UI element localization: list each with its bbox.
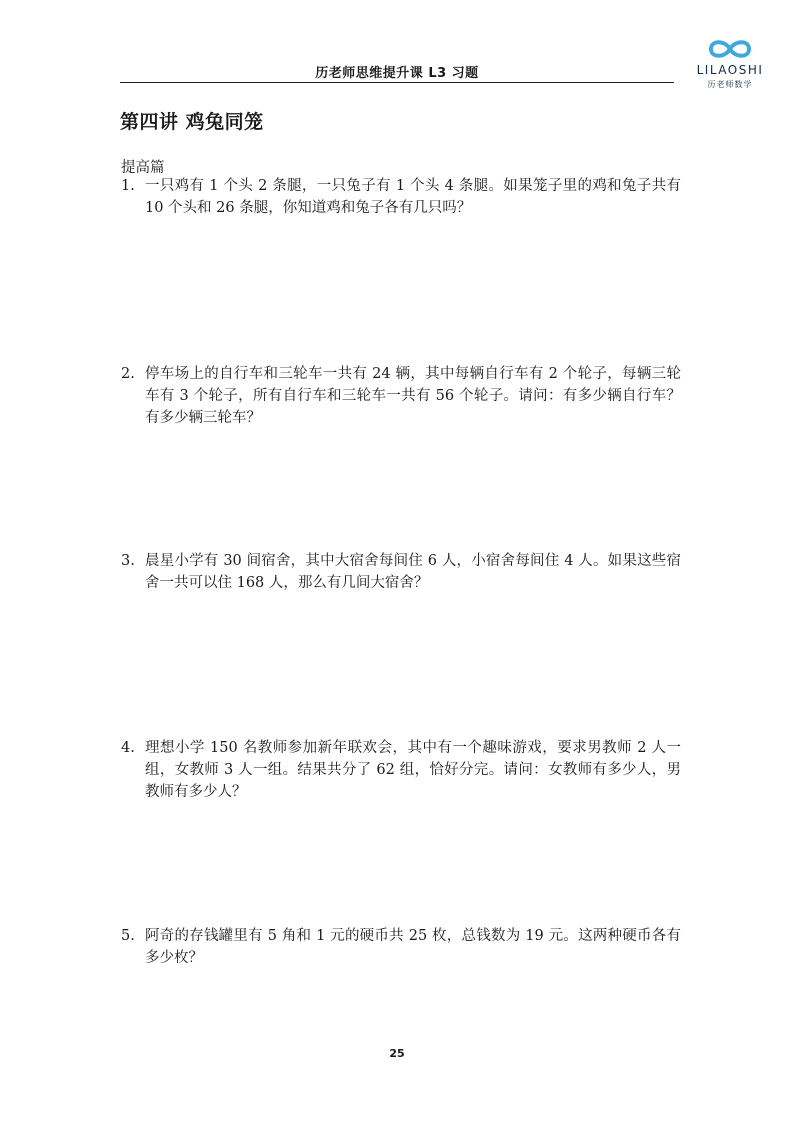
logo-wordmark: LILAOSHI [696, 63, 764, 77]
problem-5 [121, 925, 681, 969]
problem-number: 5. [121, 928, 135, 944]
problem-2 [121, 363, 681, 429]
header-title: 历老师思维提升课 L3 习题 [315, 66, 479, 81]
problem-text: 一只鸡有 1 个头 2 条腿，一只兔子有 1 个头 4 条腿。如果笼子里的鸡和兔子共有 10 个头和 26 条腿，你知道鸡和兔子各有几只吗？ [145, 178, 681, 216]
problem-3 [121, 550, 681, 594]
problem-number: 1. [121, 178, 135, 194]
lecture-title: 第四讲 鸡兔同笼 [120, 111, 264, 133]
lilaoshi-logo [690, 36, 770, 92]
problem-number: 2. [121, 366, 135, 382]
problem-text: 晨星小学有 30 间宿舍，其中大宿舍每间住 6 人，小宿舍每间住 4 人。如果这些宿舍一共可以住 168 人，那么有几间大宿舍？ [145, 553, 681, 591]
problem-text: 停车场上的自行车和三轮车一共有 24 辆，其中每辆自行车有 2 个轮子，每辆三轮车有 3 个轮子，所有自行车和三轮车一共有 56 个轮子。请问：有多少辆自行车？有多少辆三轮车？ [145, 366, 681, 426]
problem-4 [121, 737, 681, 803]
problem-text: 阿奇的存钱罐里有 5 角和 1 元的硬币共 25 枚，总钱数为 19 元。这两种硬币各有多少枚？ [145, 928, 681, 966]
page-number: 25 [389, 1047, 405, 1060]
problem-text: 理想小学 150 名教师参加新年联欢会，其中有一个趣味游戏，要求男教师 2 人一组，女教师 3 人一组。结果共分了 62 组，恰好分完。请问：女教师有多少人，男教师有多少人？ [145, 740, 681, 800]
problem-1 [121, 175, 681, 219]
logo-subtitle: 历老师数学 [707, 80, 753, 89]
problem-number: 3. [121, 553, 135, 569]
section-label: 提高篇 [121, 160, 165, 176]
problem-number: 4. [121, 740, 135, 756]
page-header [120, 58, 674, 83]
infinity-logo-icon [706, 36, 754, 62]
